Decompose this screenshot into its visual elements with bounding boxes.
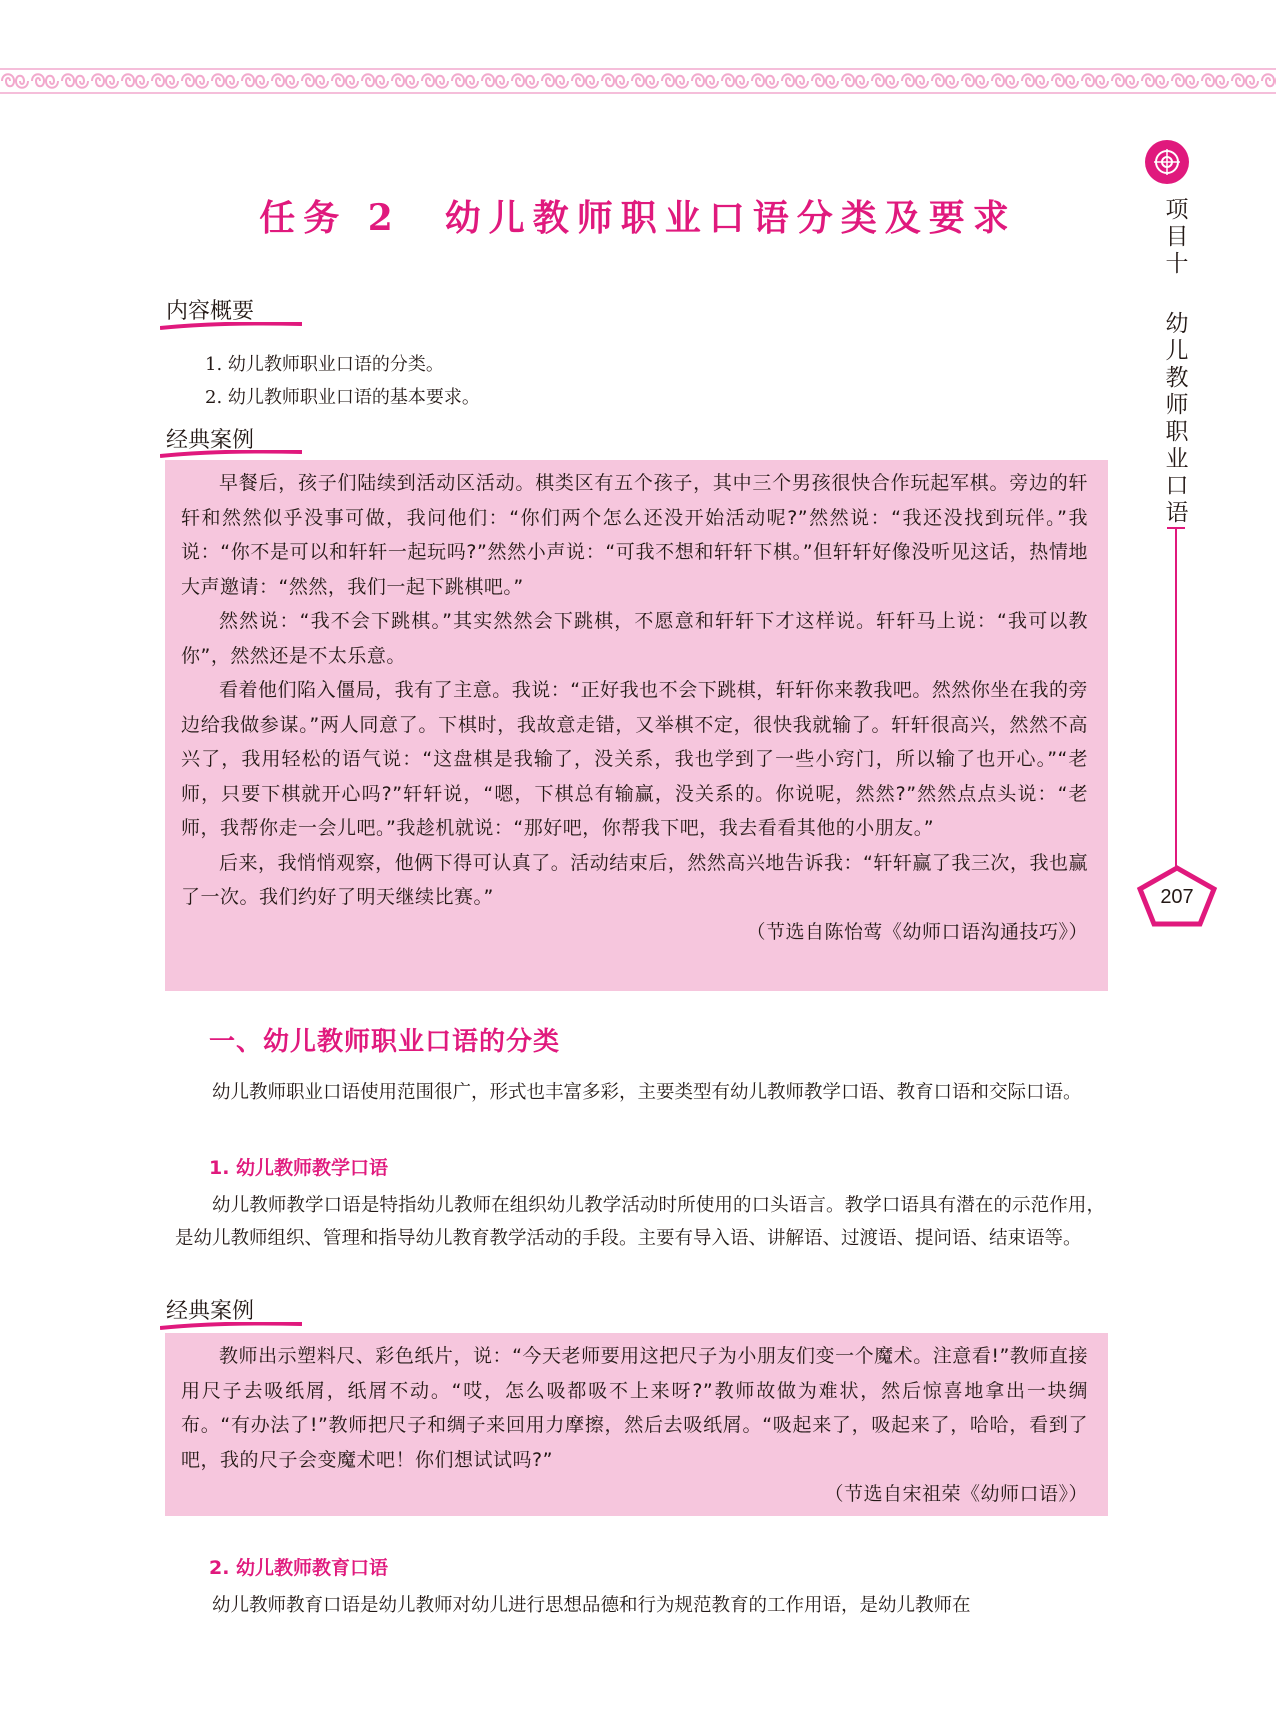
case-box [165,460,1108,991]
task-title: 任务 2 幼儿教师职业口语分类及要求 [259,197,1017,239]
side-char: 语 [1165,500,1189,526]
side-char: 教 [1165,365,1189,391]
case-paragraph: 后来，我悄悄观察，他俩下得可认真了。活动结束后，然然高兴地告诉我：“轩轩赢了我三次，我也赢了一次。我们约好了明天继续比赛。” [181,851,1088,908]
side-char: 口 [1165,473,1189,499]
case-paragraph: 早餐后，孩子们陆续到活动区活动。棋类区有五个孩子，其中三个男孩很快合作玩起军棋。旁边的轩轩和然然似乎没事可做，我问他们：“你们两个怎么还没开始活动呢?”然然说：“我还没找到玩伴。”我说：“你不是可以和轩轩一起玩吗?”然然小声说：“可我不想和轩轩下棋。”但轩轩好像没听见这话，热情地大声邀请：“然然，我们一起下跳棋吧。” [181,472,1088,598]
case-label: 经典案例 [166,428,255,453]
case-paragraph: 教师出示塑料尺、彩色纸片，说：“今天老师要用这把尺子为小朋友们变一个魔术。注意看!”教师直接用尺子去吸纸屑，纸屑不动。“哎，怎么吸都吸不上来呀?”教师故做为难状，然后惊喜地拿出一块绸布。“有办法了!”教师把尺子和绸子来回用力摩擦，然后去吸纸屑。“吸起来了，吸起来了，哈哈，看到了吧，我的尺子会变魔术吧！你们想试试吗?” [181,1345,1088,1471]
overview-list [205,348,480,414]
subsection-text [175,1189,1105,1255]
case-paragraph: 看着他们陷入僵局，我有了主意。我说：“正好我也不会下跳棋，轩轩你来教我吧。然然你坐在我的旁边给我做参谋。”两人同意了。下棋时，我故意走错，又举棋不定，很快我就输了。轩轩很高兴，然然不高兴了，我用轻松的语气说：“这盘棋是我输了，没关系，我也学到了一些小窍门，所以输了也开心。”“老师，只要下棋就开心吗?”轩轩说，“嗯，下棋总有输赢，没关系的。你说呢，然然?”然然点点头说：“老师，我帮你走一会儿吧。”我趁机就说：“那好吧，你帮我下吧，我去看看其他的小朋友。” [181,679,1088,839]
label-underline [160,1322,302,1330]
case-box [165,1333,1108,1516]
flower-ornament-icon [1145,140,1189,184]
subsection-title: 1. 幼儿教师教学口语 [209,1157,389,1179]
page-number: 207 [1160,886,1194,908]
list-item: 2. 幼儿教师职业口语的基本要求。 [205,387,480,408]
side-char: 项 [1165,197,1189,223]
case-source: （节选自陈怡莺《幼师口语沟通技巧》） [746,920,1088,943]
side-char: 师 [1165,392,1189,418]
case-source: （节选自宋祖荣《幼师口语》） [824,1483,1088,1505]
decorative-top-border [0,66,1276,96]
overview-label: 内容概要 [166,299,255,324]
paragraph: 幼儿教师教学口语是特指幼儿教师在组织幼儿教学活动时所使用的口头语言。教学口语具有潜在的示范作用，是幼儿教师组织、管理和指导幼儿教育教学活动的手段。主要有导入语、讲解语、过渡语、提问语、结束语等。 [175,1195,1105,1249]
side-char: 幼 [1165,311,1189,337]
paragraph: 幼儿教师教育口语是幼儿教师对幼儿进行思想品德和行为规范教育的工作用语，是幼儿教师在 [212,1595,971,1616]
label-underline [160,322,302,330]
section-intro [175,1076,1105,1109]
side-char: 十 [1165,251,1189,277]
side-char: 目 [1165,224,1189,250]
case-paragraph: 然然说：“我不会下跳棋。”其实然然会下跳棋，不愿意和轩轩下才这样说。轩轩马上说：“我可以教你”，然然还是不太乐意。 [181,610,1088,667]
side-chapter-label [1163,311,1191,527]
side-char: 职 [1165,419,1189,445]
label-underline [160,450,302,458]
paragraph: 幼儿教师职业口语使用范围很广，形式也丰富多彩，主要类型有幼儿教师教学口语、教育口语和交际口语。 [212,1082,1082,1103]
side-char: 业 [1165,446,1189,472]
case-label: 经典案例 [166,1299,255,1324]
section-title: 一、幼儿教师职业口语的分类 [209,1027,561,1057]
list-item: 1. 幼儿教师职业口语的分类。 [205,354,444,375]
subsection-text [175,1589,1105,1622]
side-char: 儿 [1165,338,1189,364]
subsection-title: 2. 幼儿教师教育口语 [209,1557,389,1579]
side-divider-line [1175,527,1177,871]
